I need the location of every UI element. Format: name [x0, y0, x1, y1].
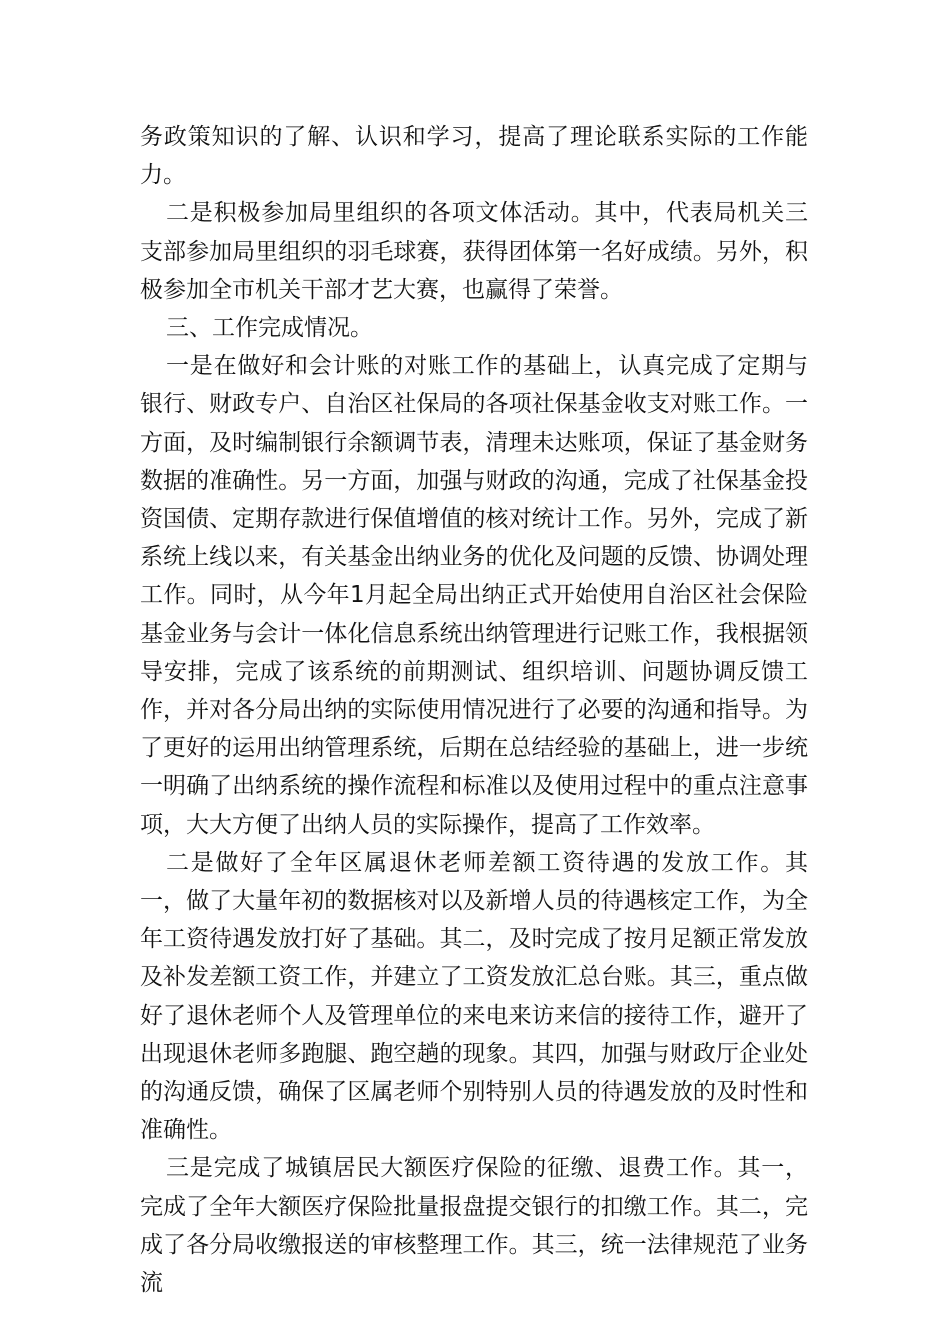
document-body	[140, 118, 808, 1302]
paragraph-5: 三是完成了城镇居民大额医疗保险的征缴、退费工作。其一，完成了全年大额医疗保险批量报盘提交银行的扣缴工作。其二，完成了各分局收缴报送的审核整理工作。其三，统一法律规范了业务流	[140, 1155, 808, 1297]
paragraph-1: 务政策知识的了解、认识和学习，提高了理论联系实际的工作能力。	[140, 124, 808, 189]
section-heading: 三、工作完成情况。	[166, 315, 373, 342]
paragraph-3: 一是在做好和会计账的对账工作的基础上，认真完成了定期与银行、财政专户、自治区社保局的各项社保基金收支对账工作。一方面，及时编制银行余额调节表，清理未达账项，保证了基金财务数据的准确性。另一方面，加强与财政的沟通，完成了社保基金投资国债、定期存款进行保值增值的核对统计工作。另外，完成了新系统上线以来，有关基金出纳业务的优化及问题的反馈、协调处理工作。同时，从今年1月起全局出纳正式开始使用自治区社会保险基金业务与会计一体化信息系统出纳管理进行记账工作，我根据领导安排，完成了该系统的前期测试、组织培训、问题协调反馈工作，并对各分局出纳的实际使用情况进行了必要的沟通和指导。为了更好的运用出纳管理系统，后期在总结经验的基础上，进一步统一明确了出纳系统的操作流程和标准以及使用过程中的重点注意事项，大大方便了出纳人员的实际操作，提高了工作效率。	[140, 353, 808, 838]
paragraph-2: 二是积极参加局里组织的各项文体活动。其中，代表局机关三支部参加局里组织的羽毛球赛，获得团体第一名好成绩。另外，积极参加全市机关干部才艺大赛，也赢得了荣誉。	[140, 200, 808, 303]
paragraph-4: 二是做好了全年区属退休老师差额工资待遇的发放工作。其一，做了大量年初的数据核对以及新增人员的待遇核定工作，为全年工资待遇发放打好了基础。其二，及时完成了按月足额正常发放及补发差额工资工作，并建立了工资发放汇总台账。其三，重点做好了退休老师个人及管理单位的来电来访来信的接待工作，避开了出现退休老师多跑腿、跑空趟的现象。其四，加强与财政厅企业处的沟通反馈，确保了区属老师个别特别人员的待遇发放的及时性和准确性。	[140, 849, 808, 1144]
